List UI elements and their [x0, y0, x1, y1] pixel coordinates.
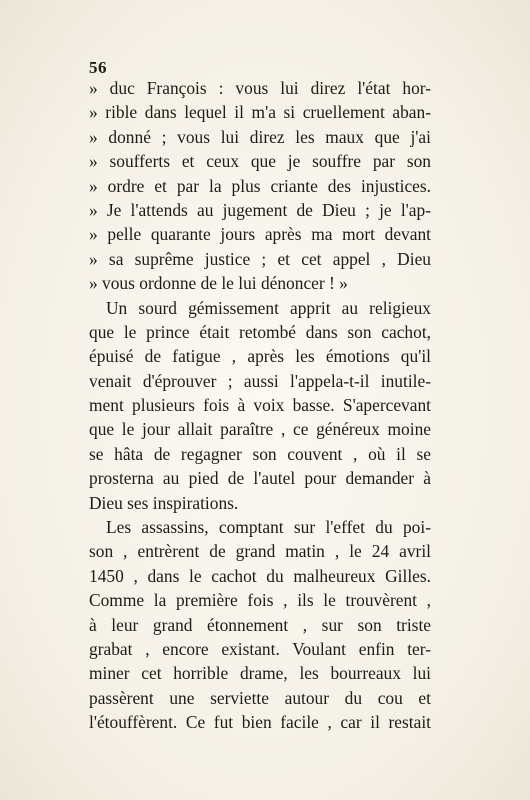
- text-line: venait d'éprouver ; aussi l'appela-t-il inutile-: [89, 370, 431, 391]
- text-line: Les assassins, comptant sur l'effet du poi-: [106, 517, 431, 538]
- text-line: se hâta de regagner son couvent , où il se: [89, 443, 431, 464]
- text-line: » rible dans lequel il m'a si cruellement aban-: [89, 102, 431, 123]
- text-line: » pelle quarante jours après ma mort devant: [89, 224, 431, 245]
- text-line: que le jour allait paraître , ce généreux moine: [89, 419, 431, 440]
- text-line: » duc François : vous lui direz l'état hor-: [89, 78, 431, 98]
- text-line: prosterna au pied de l'autel pour demander à: [89, 468, 431, 489]
- text-line: Dieu ses inspirations.: [89, 492, 239, 513]
- text-line: 1450 , dans le cachot du malheureux Gilles.: [89, 565, 431, 586]
- text-line: Un sourd gémissement apprit au religieux: [106, 297, 431, 318]
- text-line: miner cet horrible drame, les bourreaux lui: [89, 663, 431, 684]
- text-line: » ordre et par la plus criante des injustices.: [89, 175, 431, 196]
- text-line: » soufferts et ceux que je souffre par son: [89, 151, 431, 172]
- text-line: Comme la première fois , ils le trouvèrent ,: [89, 590, 431, 611]
- text-line: grabat , encore existant. Voulant enfin ter-: [89, 638, 431, 659]
- text-line: à leur grand étonnement , sur son triste: [89, 614, 431, 635]
- text-line: » Je l'attends au jugement de Dieu ; je l'ap-: [89, 199, 431, 220]
- body-text: [89, 76, 431, 735]
- text-line: son , entrèrent de grand matin , le 24 avril: [89, 541, 431, 562]
- text-line: l'étouffèrent. Ce fut bien facile , car il restait: [89, 712, 431, 733]
- text-line: que le prince était retombé dans son cachot,: [89, 321, 431, 342]
- text-line: » donné ; vous lui direz les maux que j'ai: [89, 126, 431, 147]
- page-number: 56: [89, 58, 107, 77]
- text-line: ment plusieurs fois à voix basse. S'apercevant: [89, 395, 431, 416]
- text-line: passèrent une serviette autour du cou et: [89, 687, 431, 708]
- text-line: » sa suprême justice ; et cet appel , Dieu: [89, 248, 431, 269]
- text-line: épuisé de fatigue , après les émotions qu'il: [89, 346, 431, 367]
- text-line: » vous ordonne de le lui dénoncer ! »: [89, 273, 348, 294]
